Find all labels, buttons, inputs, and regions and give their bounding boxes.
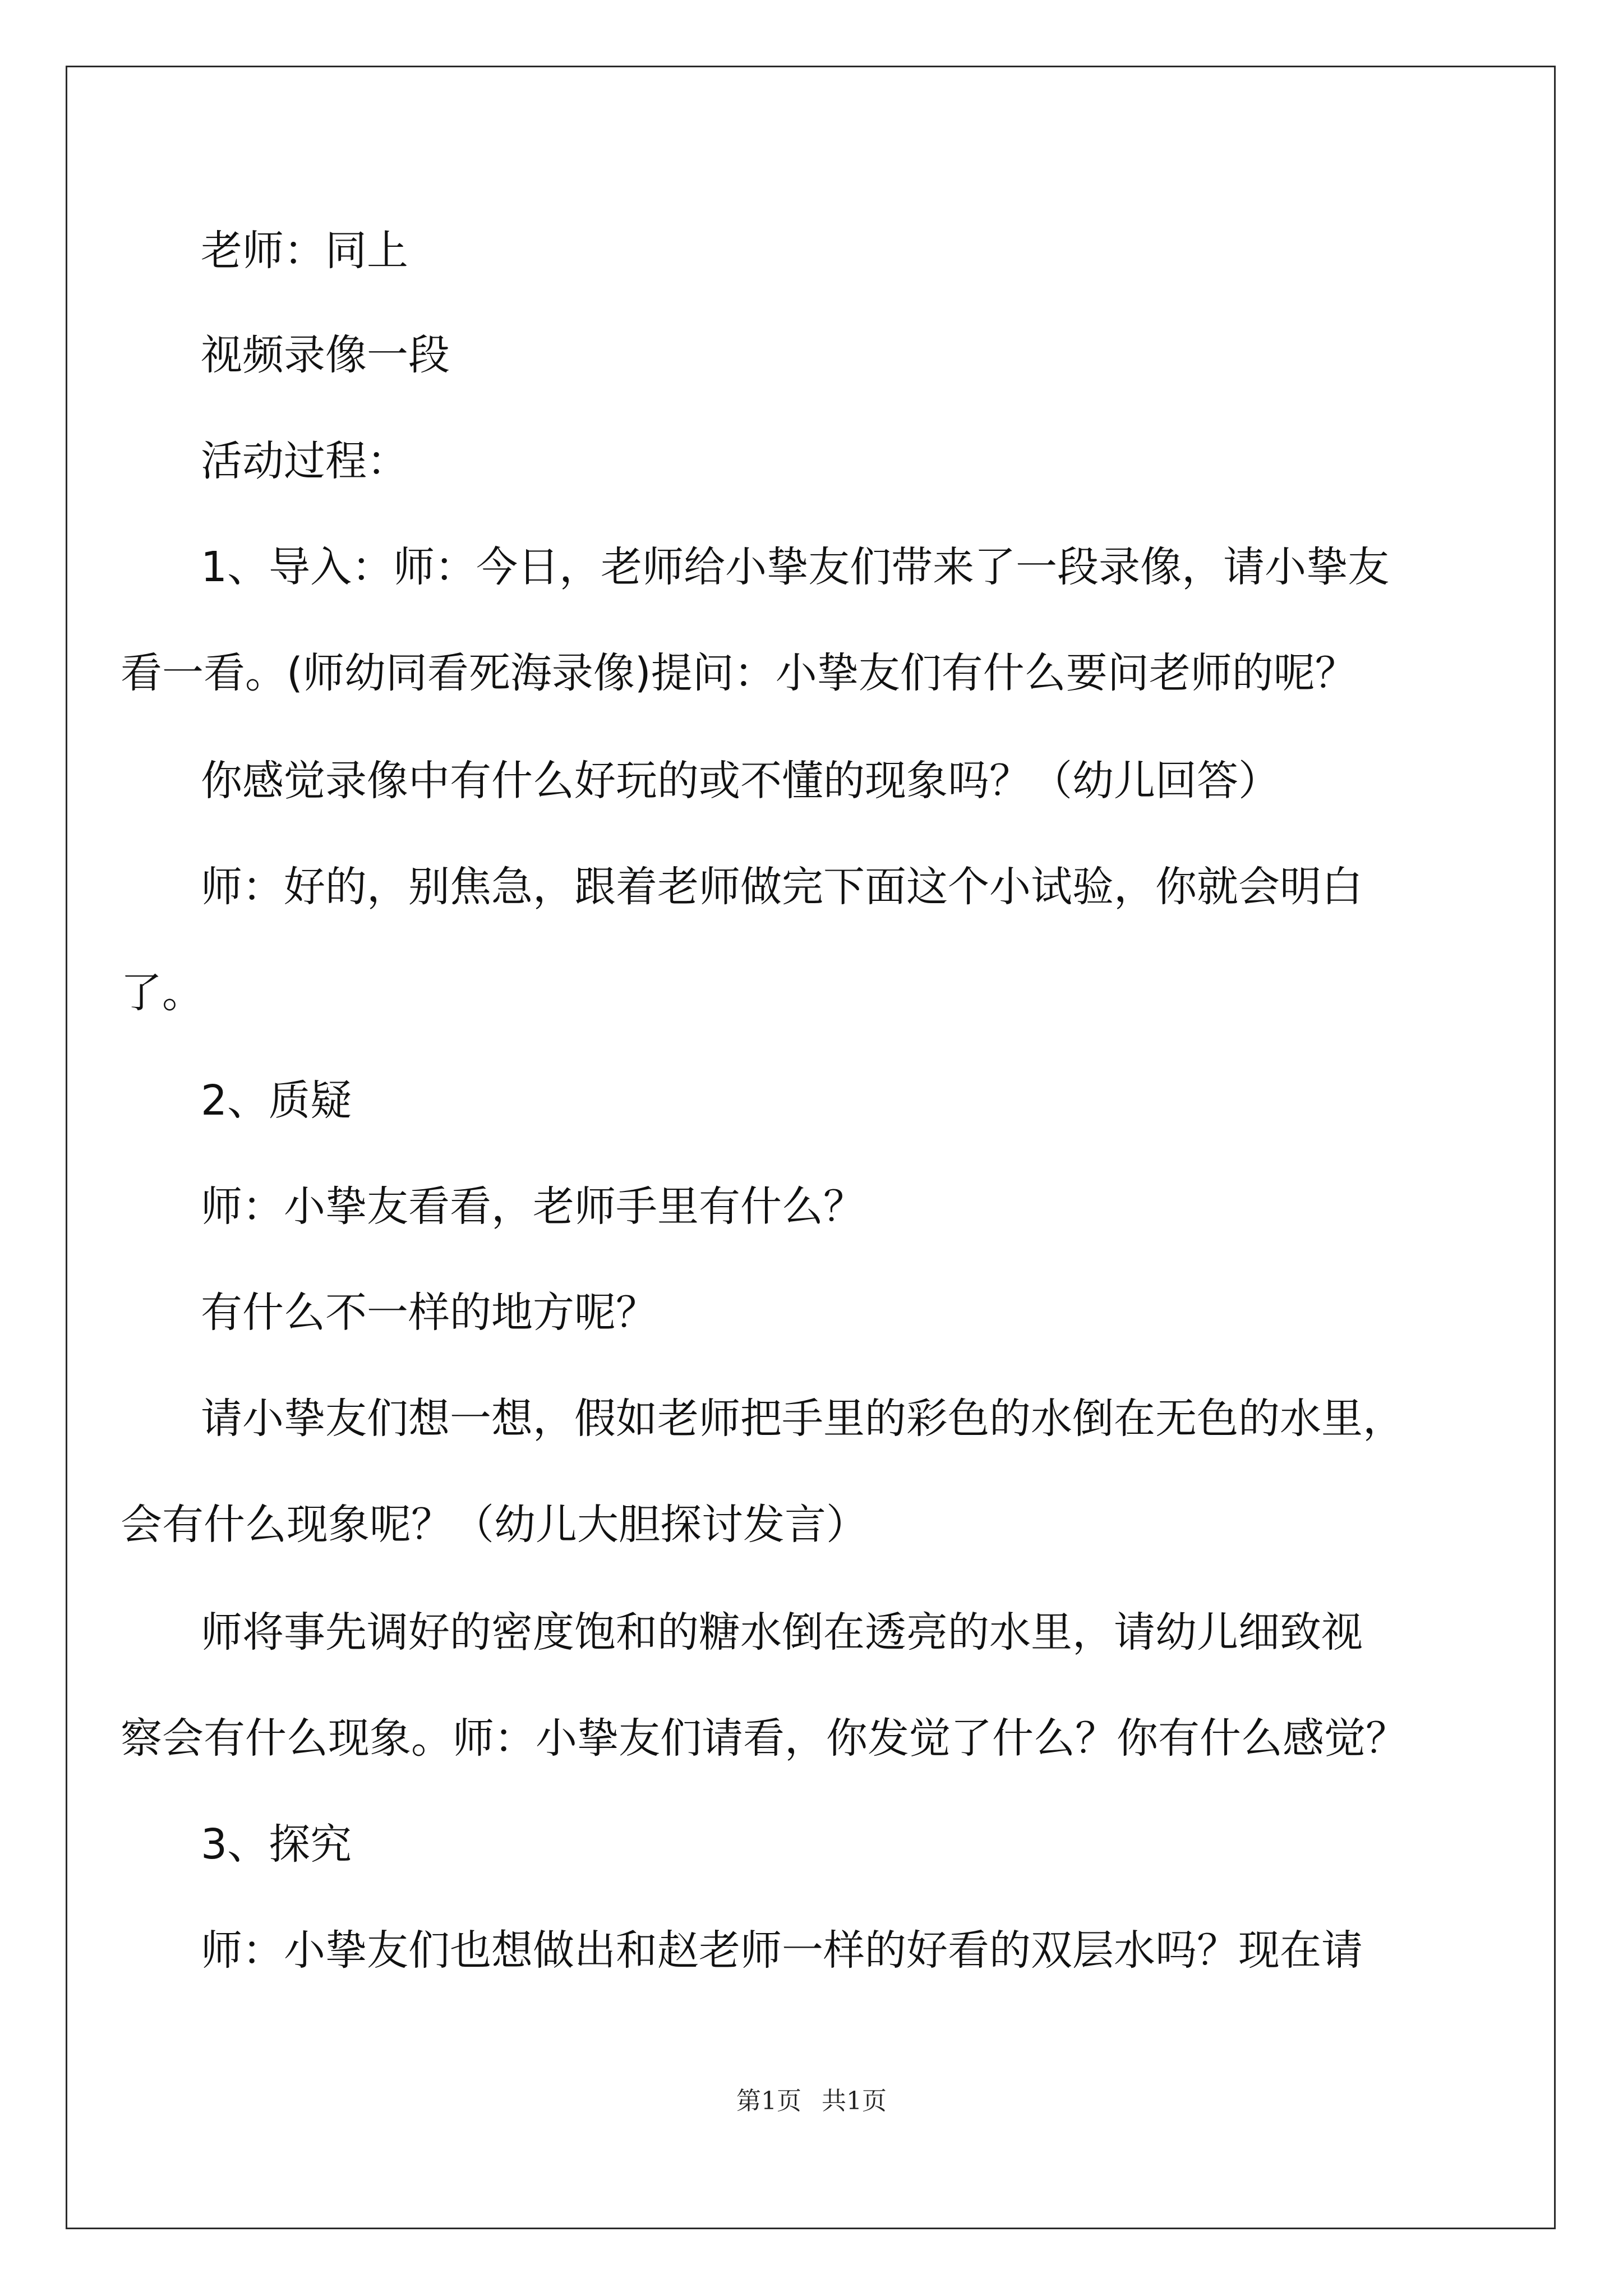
paragraph-line: 师：小挚友看看，老师手里有什么？: [201, 1182, 865, 1231]
page-total: 共1页: [822, 2087, 887, 2115]
paragraph-line: 活动过程：: [201, 437, 408, 485]
section-heading: 2、质疑: [201, 1076, 352, 1125]
paragraph-line: 视频录像一段: [201, 331, 450, 379]
paragraph-line: 看一看。(师幼同看死海录像)提问：小挚友们有什么要问老师的呢？: [121, 649, 1357, 697]
page-number: 第1页: [736, 2087, 801, 2115]
paragraph-line: 师将事先调好的密度饱和的糖水倒在透亮的水里，请幼儿细致视: [201, 1608, 1363, 1657]
paragraph-line: 你感觉录像中有什么好玩的或不懂的现象吗？（幼儿回答）: [201, 757, 1280, 805]
page-border: [66, 66, 1556, 2229]
paragraph-line: 老师：同上: [201, 227, 408, 275]
paragraph-line: 1、导入：师：今日，老师给小挚友们带来了一段录像，请小挚友: [201, 543, 1390, 591]
paragraph-line: 有什么不一样的地方呢？: [201, 1289, 657, 1337]
page-footer: [0, 2086, 1623, 2117]
paragraph-line: 请小挚友们想一想，假如老师把手里的彩色的水倒在无色的水里，: [201, 1395, 1404, 1443]
paragraph-line: 了。: [121, 969, 204, 1017]
paragraph-line: 师：小挚友们也想做出和赵老师一样的好看的双层水吗？现在请: [201, 1926, 1363, 1975]
paragraph-line: 会有什么现象呢？（幼儿大胆探讨发言）: [121, 1501, 868, 1549]
paragraph-line: 师：好的，别焦急，跟着老师做完下面这个小试验，你就会明白: [201, 863, 1363, 911]
section-heading: 3、探究: [201, 1820, 352, 1869]
paragraph-line: 察会有什么现象。师：小挚友们请看，你发觉了什么？你有什么感觉？: [121, 1714, 1407, 1763]
